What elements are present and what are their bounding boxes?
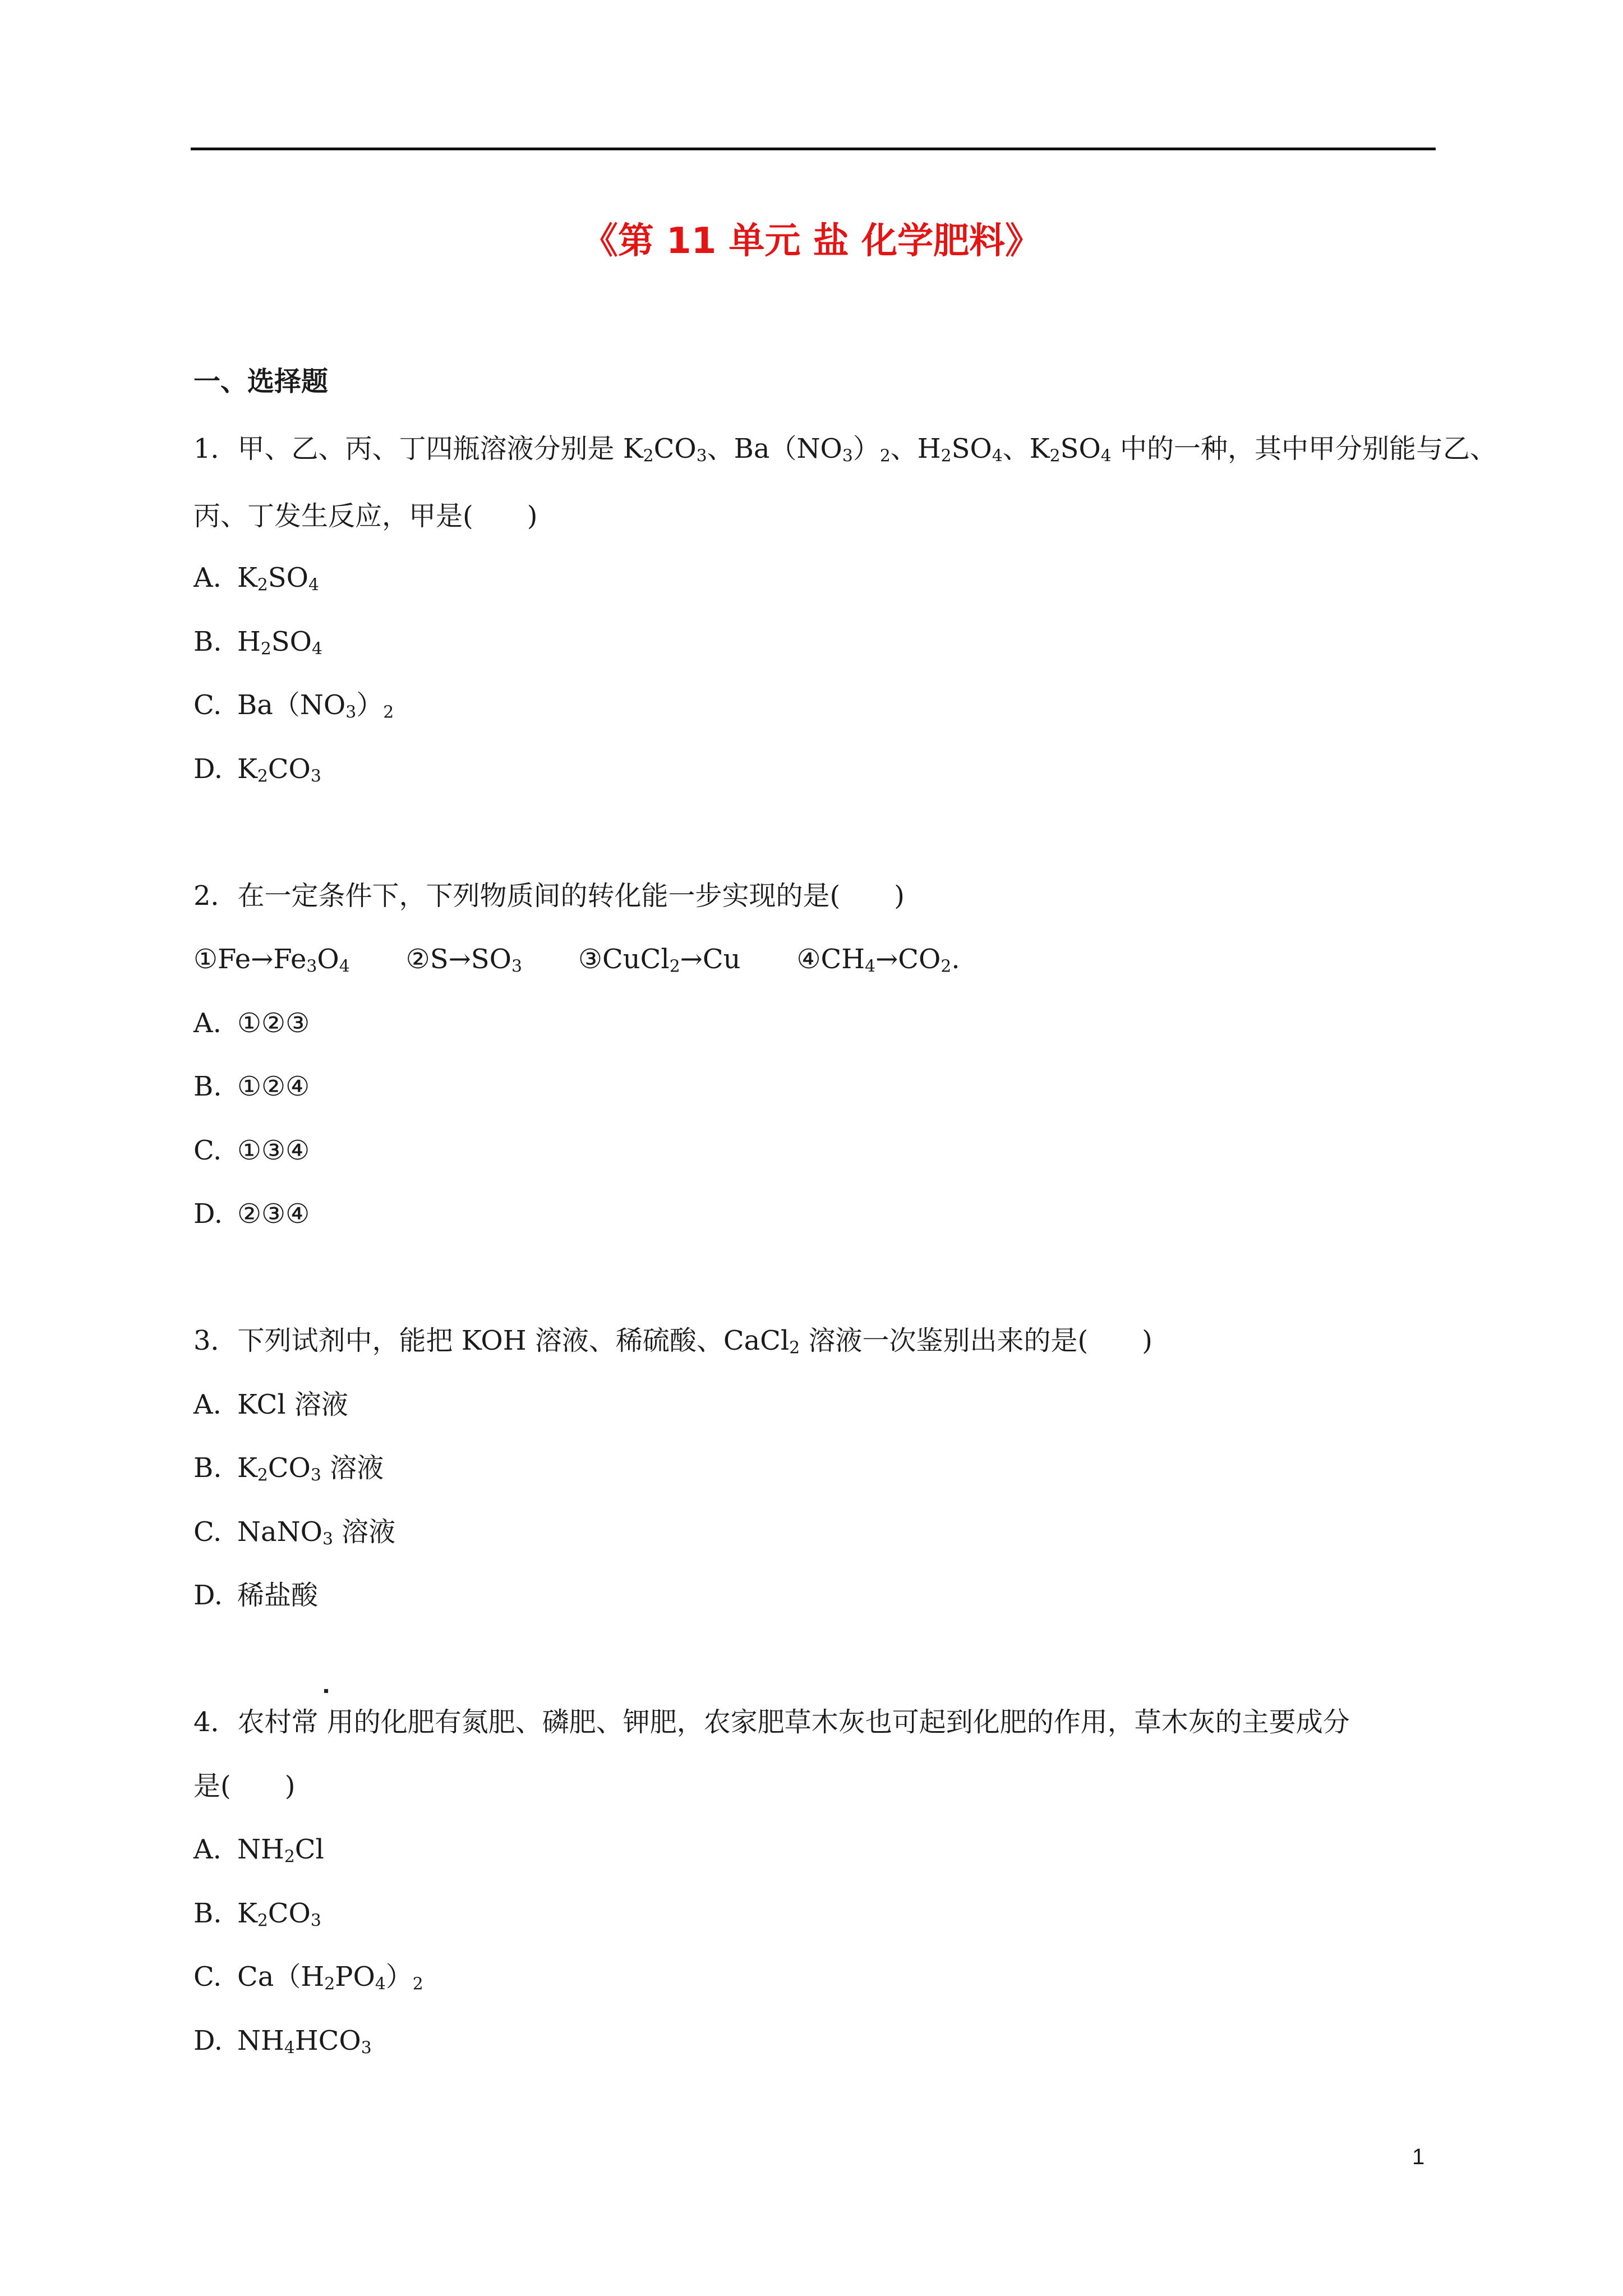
reaction-2: $②S\to SO_3$ — [405, 944, 522, 977]
reaction-3: ③CuCl$_2$→Cu — [578, 944, 741, 977]
section-heading: 一、选择题 — [193, 366, 329, 397]
question-4-stem: 4．农村常 用的化肥有氮肥、磷肥、钾肥，农家肥草木灰也可起到化肥的作用，草木灰的主要成分 — [193, 1706, 1350, 1738]
question-1-option-a[interactable]: A. $K_2SO_4$ — [193, 562, 319, 595]
question-3-option-d[interactable]: D. 稀盐酸 — [193, 1580, 319, 1611]
question-3-stem: 3．下列试剂中，能把 KOH 溶液、稀硫酸、CaCl$_2$ 溶液一次鉴别出来的是( ) — [193, 1325, 1152, 1358]
question-1-stem-cont: 丙、丁发生反应，甲是( ) — [193, 500, 538, 532]
question-2-option-c[interactable]: C. ①③④ — [193, 1135, 310, 1166]
question-4-option-c[interactable]: C. $Ca(H_2PO_4)_2$ — [193, 1961, 423, 1994]
question-2-option-d[interactable]: D. ②③④ — [193, 1198, 310, 1230]
question-1-option-c[interactable]: C. $Ba(NO_3)_2$ — [193, 689, 394, 723]
page-title: 《第 11 单元 盐 化学肥料》 — [582, 220, 1041, 262]
question-4-stem-cont: 是( ) — [193, 1770, 296, 1802]
reaction-1: $①Fe\to Fe_3O_4$ — [193, 944, 350, 977]
question-2-reactions — [193, 937, 960, 990]
page-number: 1 — [1412, 2145, 1425, 2169]
stray-mark — [324, 1689, 328, 1693]
question-3-option-b[interactable]: B. $K_2CO_3$ 溶液 — [193, 1452, 384, 1485]
reaction-4: $④CH_4\to CO_2$. — [796, 944, 960, 977]
question-3-option-c[interactable]: C. NaNO$_3$ 溶液 — [193, 1516, 396, 1549]
question-3-option-a[interactable]: A. KCl 溶液 — [193, 1389, 348, 1420]
question-1-option-d[interactable]: D. $K_2CO_3$ — [193, 753, 321, 786]
question-2-stem: 2．在一定条件下，下列物质间的转化能一步实现的是( ) — [193, 880, 905, 912]
header-rule — [191, 148, 1436, 150]
question-2-option-b[interactable]: B. ①②④ — [193, 1071, 310, 1102]
question-4-option-d[interactable]: D. $NH_4HCO_3$ — [193, 2025, 372, 2058]
question-1-stem: 1．甲、乙、丙、丁四瓶溶液分别是 $K_2CO_3$、$Ba(NO_3)_2$、$H_2SO_4$、$K_2SO_4$ 中的一种，其中甲分别能与乙、 — [193, 433, 1497, 466]
question-1-option-b[interactable]: B. $H_2SO_4$ — [193, 626, 322, 659]
question-4-option-b[interactable]: B. $K_2CO_3$ — [193, 1898, 321, 1931]
question-2-option-a[interactable]: A. ①②③ — [193, 1007, 310, 1039]
question-4-option-a[interactable]: A. $NH_2Cl$ — [193, 1834, 324, 1867]
